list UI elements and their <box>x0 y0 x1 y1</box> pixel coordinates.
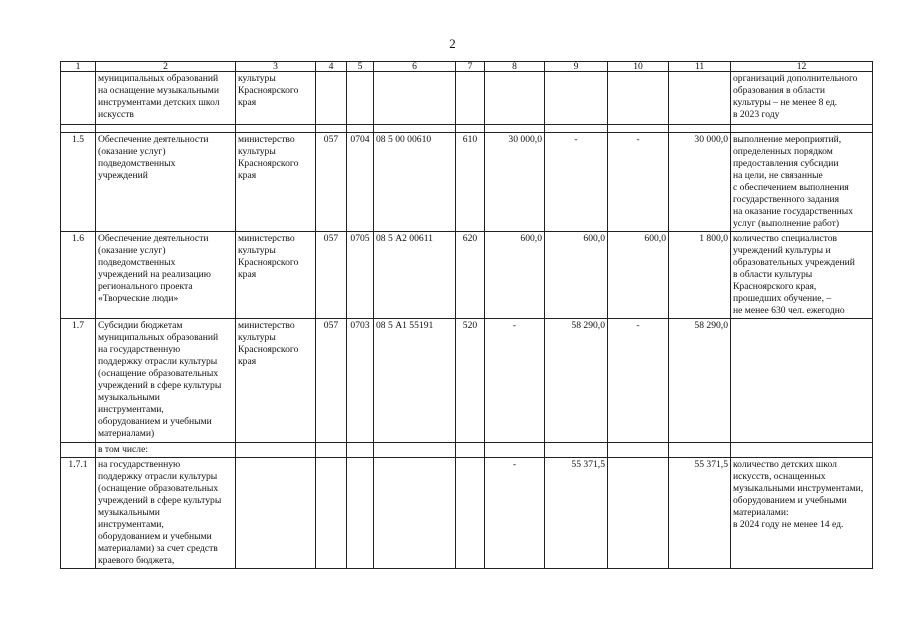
cell-name: муниципальных образований на оснащение музыкальными инструментами детских школ искусств <box>96 72 236 125</box>
cell-y2024: 55 371,5 <box>545 458 608 569</box>
column-header: 6 <box>374 62 456 72</box>
cell-ministry: министерство культуры Красноярского края <box>236 133 316 232</box>
column-header: 1 <box>61 62 96 72</box>
cell-name: Обеспечение деятельности (оказание услуг) подведомственных учреждений на реализацию регионального проекта «Творческие люди» <box>96 232 236 319</box>
cell-total: 30 000,0 <box>669 133 731 232</box>
column-header: 11 <box>669 62 731 72</box>
subheading-row <box>61 443 873 458</box>
cell-y2025: - <box>608 133 669 232</box>
cell-grbs <box>316 458 347 569</box>
cell-vr <box>456 458 485 569</box>
column-header: 7 <box>456 62 485 72</box>
cell-no: 1.5 <box>61 133 96 232</box>
cell-total: 55 371,5 <box>669 458 731 569</box>
cell-total <box>669 72 731 125</box>
cell-y2023: 600,0 <box>485 232 545 319</box>
cell-rzpr: 0703 <box>347 319 374 443</box>
cell-result: количество специалистов учреждений культуры и образовательных учреждений в области культуры Красноярского края, прошедших обучение, – не менее 630 чел. ежегодно <box>731 232 873 319</box>
cell-ministry: министерство культуры Красноярского края <box>236 319 316 443</box>
page-number: 2 <box>449 36 456 51</box>
cell-vr <box>456 72 485 125</box>
column-header: 10 <box>608 62 669 72</box>
spacer-row <box>61 125 873 133</box>
cell-y2024: 58 290,0 <box>545 319 608 443</box>
cell-total: 58 290,0 <box>669 319 731 443</box>
cell-y2025: 600,0 <box>608 232 669 319</box>
cell-grbs: 057 <box>316 133 347 232</box>
cell-rzpr: 0704 <box>347 133 374 232</box>
table-row <box>61 458 873 569</box>
cell-rzpr <box>347 458 374 569</box>
cell-csr: 08 5 00 00610 <box>374 133 456 232</box>
cell-csr <box>374 458 456 569</box>
budget-table <box>60 61 873 569</box>
table-row <box>61 72 873 125</box>
cell-y2023 <box>485 72 545 125</box>
table-row <box>61 133 873 232</box>
cell-y2024: - <box>545 133 608 232</box>
cell-no: 1.7.1 <box>61 458 96 569</box>
cell-y2024 <box>545 72 608 125</box>
cell-csr: 08 5 А1 55191 <box>374 319 456 443</box>
cell-vr: 520 <box>456 319 485 443</box>
column-number-row <box>61 62 873 72</box>
cell-csr <box>374 72 456 125</box>
column-header: 3 <box>236 62 316 72</box>
cell-name: Субсидии бюджетам муниципальных образований на государственную поддержку отрасли культуры (оснащение образовательных учреждений в сфере культуры музыкальными инструментами, оборудованием и учебными материалами) <box>96 319 236 443</box>
cell-result <box>731 319 873 443</box>
cell-rzpr <box>347 72 374 125</box>
cell-csr: 08 5 А2 00611 <box>374 232 456 319</box>
cell-y2023: 30 000,0 <box>485 133 545 232</box>
cell-result: организаций дополнительного образования в области культуры – не менее 8 ед. в 2023 году <box>731 72 873 125</box>
column-header: 12 <box>731 62 873 72</box>
cell-ministry: министерство культуры Красноярского края <box>236 232 316 319</box>
cell-no <box>61 72 96 125</box>
column-header: 5 <box>347 62 374 72</box>
column-header: 8 <box>485 62 545 72</box>
cell-y2025 <box>608 72 669 125</box>
cell-result: количество детских школ искусств, оснащенных музыкальными инструментами, оборудованием и учебными материалами: в 2024 году не менее 14 ед. <box>731 458 873 569</box>
in-that-number-label: в том числе: <box>96 443 236 458</box>
column-header: 9 <box>545 62 608 72</box>
cell-y2025: - <box>608 319 669 443</box>
cell-y2024: 600,0 <box>545 232 608 319</box>
cell-ministry: культуры Красноярского края <box>236 72 316 125</box>
cell-name: Обеспечение деятельности (оказание услуг) подведомственных учреждений <box>96 133 236 232</box>
cell-grbs <box>316 72 347 125</box>
cell-name: на государственную поддержку отрасли культуры (оснащение образовательных учреждений в сфере культуры музыкальными инструментами, оборудованием и учебными материалами) за счет средств краевого бюджета, <box>96 458 236 569</box>
cell-grbs: 057 <box>316 319 347 443</box>
cell-rzpr: 0705 <box>347 232 374 319</box>
cell-vr: 620 <box>456 232 485 319</box>
cell-y2023: - <box>485 458 545 569</box>
cell-no: 1.7 <box>61 319 96 443</box>
cell-grbs: 057 <box>316 232 347 319</box>
cell-y2023: - <box>485 319 545 443</box>
column-header: 4 <box>316 62 347 72</box>
column-header: 2 <box>96 62 236 72</box>
cell-no: 1.6 <box>61 232 96 319</box>
cell-vr: 610 <box>456 133 485 232</box>
cell-total: 1 800,0 <box>669 232 731 319</box>
table-row <box>61 232 873 319</box>
cell-result: выполнение мероприятий, определенных порядком предоставления субсидии на цели, не связанные с обеспечением выполнения государственного задания на оказание государственных услуг (выполнение работ) <box>731 133 873 232</box>
cell-ministry <box>236 458 316 569</box>
table-row <box>61 319 873 443</box>
cell-y2025 <box>608 458 669 569</box>
